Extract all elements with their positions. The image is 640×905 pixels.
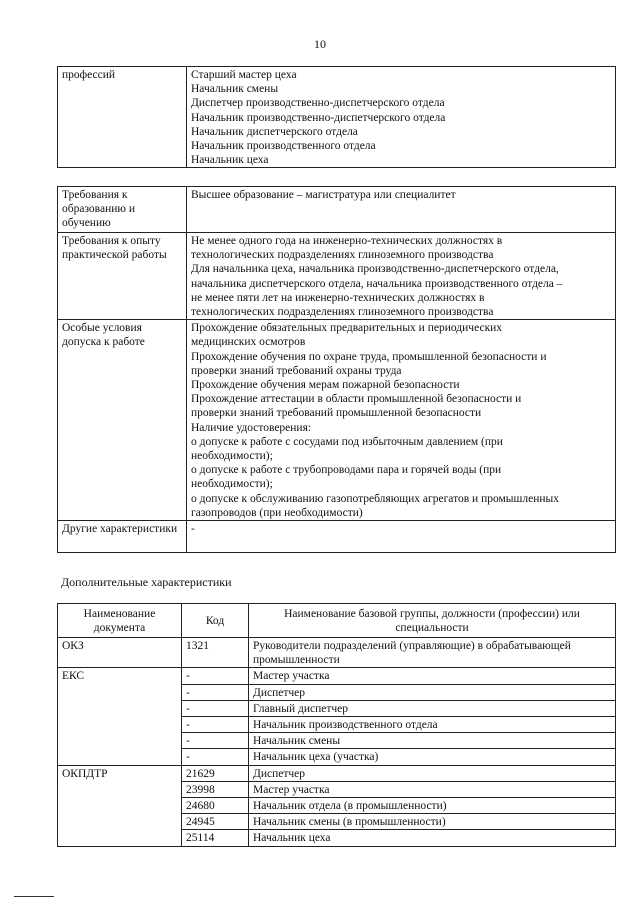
table-row <box>58 668 616 684</box>
text-line: Прохождение обучения мерам пожарной безопасности <box>191 379 460 392</box>
document-cell: ЕКС <box>58 668 182 765</box>
header-document: Наименование документа <box>58 604 182 638</box>
code-cell: - <box>182 733 249 749</box>
code-cell: 1321 <box>182 638 249 668</box>
text-line: технологических подразделениях глиноземного производства <box>191 306 494 319</box>
text-line: медицинских осмотров <box>191 336 306 349</box>
code-cell: 23998 <box>182 781 249 797</box>
list-item: Начальник смены <box>191 83 279 96</box>
code-cell: 24680 <box>182 798 249 814</box>
admission-value <box>187 320 616 521</box>
code-cell: 25114 <box>182 830 249 846</box>
code-cell: 24945 <box>182 814 249 830</box>
header-code: Код <box>182 604 249 638</box>
text-line: Прохождение аттестации в области промышленной безопасности и <box>191 393 522 406</box>
name-cell: Начальник цеха (участка) <box>249 749 616 765</box>
header-name: Наименование базовой группы, должности (профессии) или специальности <box>249 604 616 638</box>
text-line: проверки знаний требований промышленной безопасности <box>191 407 482 420</box>
code-cell: 21629 <box>182 765 249 781</box>
additional-table <box>57 603 616 847</box>
list-item: Начальник производственного отдела <box>191 140 376 153</box>
text-line: Прохождение обязательных предварительных и периодических <box>191 322 503 335</box>
professions-label: профессий <box>58 67 187 168</box>
professions-list <box>187 67 616 168</box>
list-item: Начальник диспетчерского отдела <box>191 125 358 138</box>
text-line: Прохождение обучения по охране труда, промышленной безопасности и <box>191 350 547 363</box>
text-line: газопроводов (при необходимости) <box>191 506 363 519</box>
text-line: Наличие удостоверения: <box>191 421 312 434</box>
list-item: Начальник цеха <box>191 154 269 167</box>
text-line: о допуске к работе с трубопроводами пара и горячей воды (при <box>191 464 502 477</box>
table-row <box>58 233 616 320</box>
name-cell: Диспетчер <box>249 765 616 781</box>
list-item: Начальник производственно-диспетчерского отдела <box>191 111 446 124</box>
table-row <box>58 320 616 521</box>
text-line: проверки знаний требований охраны труда <box>191 364 402 377</box>
name-cell: Руководители подразделений (управляющие) в обрабатывающей промышленности <box>249 638 616 668</box>
text-line: начальника диспетчерского отдела, начальника производственного отдела – <box>191 277 563 290</box>
list-item: Диспетчер производственно-диспетчерского отдела <box>191 97 445 110</box>
code-cell: - <box>182 717 249 733</box>
text-line: необходимости); <box>191 478 273 491</box>
table-row <box>58 187 616 233</box>
document-cell: ОКЗ <box>58 638 182 668</box>
other-label: Другие характеристики <box>58 521 187 553</box>
name-cell: Начальник отдела (в промышленности) <box>249 798 616 814</box>
text-line: Высшее образование – магистратура или специалитет <box>191 189 456 201</box>
list-item: Старший мастер цеха <box>191 69 297 81</box>
text-line: Не менее одного года на инженерно-технических должностях в <box>191 235 503 247</box>
name-cell: Мастер участка <box>249 781 616 797</box>
code-cell: - <box>182 700 249 716</box>
education-label: Требования к образованию и обучению <box>58 187 187 233</box>
name-cell: Главный диспетчер <box>249 700 616 716</box>
header-row <box>58 604 616 638</box>
table-row <box>58 765 616 781</box>
page-number: 10 <box>314 37 326 51</box>
text-line: о допуске к работе с сосудами под избыточным давлением (при <box>191 435 503 448</box>
requirements-table <box>57 186 616 553</box>
text-line: не менее пяти лет на инженерно-технических должностях в <box>191 291 485 304</box>
other-value <box>187 521 616 553</box>
document-cell: ОКПДТР <box>58 765 182 846</box>
text-line: - <box>191 523 195 536</box>
code-cell: - <box>182 684 249 700</box>
code-cell: - <box>182 749 249 765</box>
name-cell: Начальник смены (в промышленности) <box>249 814 616 830</box>
name-cell: Начальник производственного отдела <box>249 717 616 733</box>
additional-title: Дополнительные характеристики <box>61 575 232 589</box>
education-value <box>187 187 616 233</box>
experience-value <box>187 233 616 320</box>
footer-rule <box>14 896 54 897</box>
experience-label: Требования к опыту практической работы <box>58 233 187 320</box>
table-row <box>58 67 616 168</box>
name-cell: Мастер участка <box>249 668 616 684</box>
code-cell: - <box>182 668 249 684</box>
text-line: необходимости); <box>191 450 273 463</box>
text-line: о допуске к обслуживанию газопотребляющих агрегатов и промышленных <box>191 492 559 505</box>
name-cell: Начальник цеха <box>249 830 616 846</box>
table-row <box>58 638 616 668</box>
text-line: технологических подразделениях глиноземного производства <box>191 249 494 262</box>
professions-table <box>57 66 616 168</box>
admission-label: Особые условия допуска к работе <box>58 320 187 521</box>
name-cell: Начальник смены <box>249 733 616 749</box>
table-row <box>58 521 616 553</box>
name-cell: Диспетчер <box>249 684 616 700</box>
text-line: Для начальника цеха, начальника производственно-диспетчерского отдела, <box>191 263 559 276</box>
